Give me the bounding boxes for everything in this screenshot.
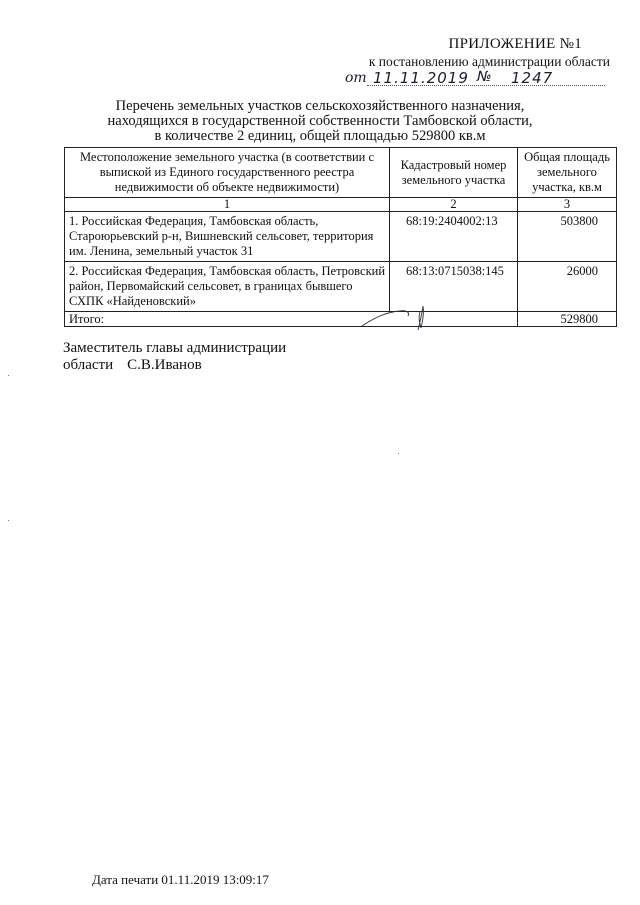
plot-location: 1. Российская Федерация, Тамбовская область, Староюрьевский р-н, Вишневский сельсовет, территория им. Ленина, земельный участок 31 (65, 212, 390, 262)
signer-name: С.В.Иванов (127, 357, 202, 373)
signature-scribble (360, 300, 440, 334)
table-row (65, 262, 617, 312)
total-value: 529800 (518, 312, 617, 327)
scan-speck (398, 453, 399, 454)
heading-line-1: Перечень земельных участков сельскохозяйственного назначения, (115, 98, 525, 114)
land-plots-table (64, 147, 617, 327)
table-total-row (65, 312, 617, 327)
order-number: 1247 (511, 69, 554, 87)
plot-location: 2. Российская Федерация, Тамбовская область, Петровский район, Первомайский сельсовет, в границах бывшего СХПК «Найденовский» (65, 262, 390, 312)
column-header-cadastral: Кадастровый номер земельного участка (390, 148, 518, 198)
column-number: 1 (65, 198, 390, 212)
heading-line-2: находящихся в государственной собственности Тамбовской области, (107, 113, 533, 129)
plot-area: 503800 (518, 212, 617, 262)
scan-speck (8, 375, 9, 376)
column-number: 3 (518, 198, 617, 212)
column-header-area: Общая площадь земельного участка, кв.м (518, 148, 617, 198)
appendix-subtitle: к постановлению администрации области (368, 54, 610, 69)
print-date: Дата печати 01.11.2019 13:09:17 (92, 872, 269, 887)
table-row (65, 212, 617, 262)
plot-cadastral-number: 68:19:2404002:13 (390, 212, 518, 262)
order-prefix: от (345, 70, 367, 86)
total-label: Итого: (65, 312, 518, 327)
heading-line-3: в количестве 2 единиц, общей площадью 529800 кв.м (154, 128, 486, 144)
scan-speck (8, 520, 9, 521)
order-dotted-line (367, 85, 605, 86)
column-number-row (65, 198, 617, 212)
signer-position-continued: области (63, 357, 114, 373)
table-header-row (65, 148, 617, 198)
order-date: 11.11.2019 (373, 69, 469, 87)
column-header-location: Местоположение земельного участка (в соответствии с выпиской из Единого государственного реестра недвижимости об объекте недвижимости) (65, 148, 390, 198)
signer-position: Заместитель главы администрации (63, 340, 287, 356)
order-reference (345, 70, 605, 90)
plot-area: 26000 (518, 262, 617, 312)
plot-cadastral-number: 68:13:0715038:145 (390, 262, 518, 312)
order-number-sign: № (477, 69, 493, 85)
appendix-title: ПРИЛОЖЕНИЕ №1 (448, 36, 582, 52)
document-heading (40, 99, 600, 144)
column-number: 2 (390, 198, 518, 212)
signer-line (63, 357, 202, 374)
